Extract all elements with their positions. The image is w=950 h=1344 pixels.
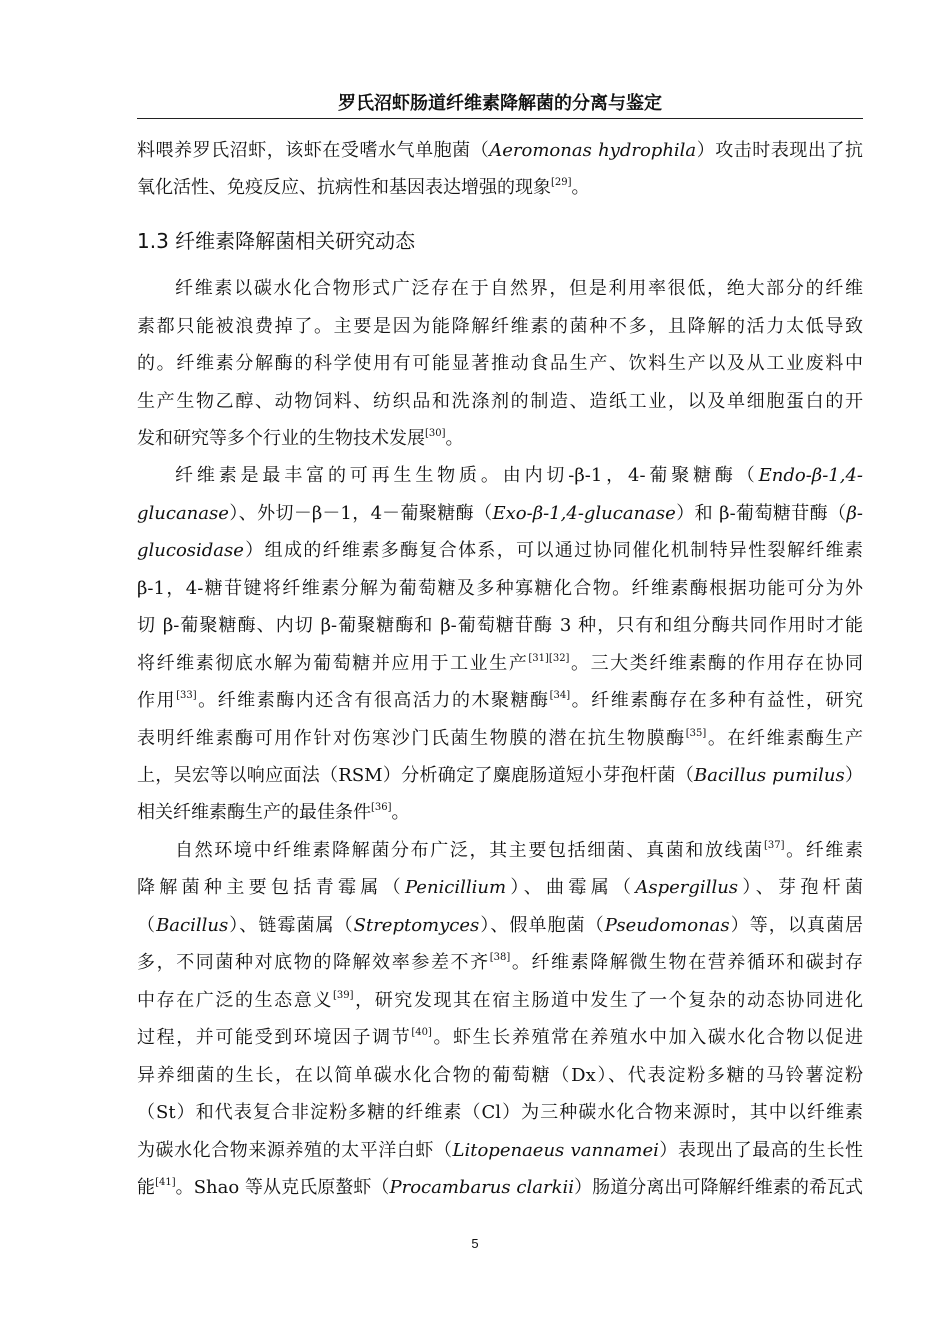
text-line	[137, 315, 863, 339]
text-line	[137, 727, 863, 751]
text-run: 降解菌种主要包括青霉属（	[137, 877, 405, 898]
text-line	[137, 652, 863, 676]
text-run: 中存在广泛的生态意义	[137, 990, 333, 1011]
genus-name: Bacillus	[156, 915, 229, 936]
text-run: 。纤维素降解微生物在营养循环和碳封存	[510, 952, 863, 973]
text-run: 纤维素以碳水化合物形式广泛存在于自然界，但是利用率很低，绝大部分的纤维	[175, 278, 863, 299]
text-run: ）肠道分离出可降解纤维素的希瓦式	[574, 1177, 864, 1198]
section-heading: 1.3 纤维素降解菌相关研究动态	[137, 229, 416, 253]
text-line	[137, 390, 863, 414]
species-name: Procambarus clarkii	[389, 1177, 575, 1198]
text-run: 过程，并可能受到环境因子调节	[137, 1027, 412, 1048]
text-line	[137, 1176, 863, 1200]
text-line	[137, 176, 863, 200]
text-run: ）和 β-葡萄糖苷酶（	[675, 503, 847, 524]
text-run: 素都只能被浪费掉了。主要是因为能降解纤维素的菌种不多，且降解的活力太低导致	[137, 316, 863, 337]
text-run: ）	[844, 765, 864, 786]
text-line	[137, 951, 863, 975]
enzyme-name: Endo-β-1,4-	[758, 465, 863, 486]
text-line	[175, 464, 863, 488]
text-run: 作用	[137, 690, 177, 711]
text-run: 异养细菌的生长，在以简单碳水化合物的葡萄糖（Dx）、代表淀粉多糖的马铃薯淀粉	[137, 1065, 863, 1086]
text-run: 。三大类纤维素酶的作用存在协同	[569, 653, 864, 674]
text-line	[137, 876, 863, 900]
text-run: 上，吴宏等以响应面法（RSM）分析确定了麋鹿肠道短小芽孢杆菌（	[137, 765, 695, 786]
text-run: 。纤维素酶内还含有很高活力的木聚糖酶	[196, 690, 550, 711]
text-run: 为碳水化合物来源养殖的太平洋白虾（	[137, 1140, 453, 1161]
text-line	[137, 989, 863, 1013]
text-run: ）等，以真菌居	[729, 915, 864, 936]
genus-name: Aspergillus	[635, 877, 739, 898]
text-run: 切 β-葡聚糖酶、内切 β-葡聚糖酶和 β-葡萄糖苷酶 3 种，只有和组分酶共同作用时才能	[137, 615, 863, 636]
citation: [40]	[411, 1027, 432, 1038]
text-run: ）表现出了最高的生长性	[658, 1140, 864, 1161]
citation: [31][32]	[528, 653, 570, 664]
species-name: Litopenaeus vannamei	[452, 1140, 659, 1161]
citation: [35]	[685, 728, 707, 739]
text-run: ）、链霉菌属（	[228, 915, 354, 936]
citation: [30]	[425, 428, 446, 439]
header-rule	[137, 118, 863, 119]
text-line	[137, 1064, 863, 1088]
text-run: 多，不同菌种对底物的降解效率参差不齐	[137, 952, 490, 973]
citation: [36]	[371, 802, 392, 813]
enzyme-name: β-	[846, 503, 863, 524]
text-run: 氧化活性、免疫反应、抗病性和基因表达增强的现象	[137, 177, 551, 198]
text-line	[137, 139, 863, 163]
text-line	[137, 502, 863, 526]
citation: [29]	[551, 177, 572, 188]
text-run: ）组成的纤维素多酶复合体系，可以通过协同催化机制特异性裂解纤维素	[243, 540, 863, 561]
citation: [41]	[155, 1177, 176, 1188]
running-header: 罗氏沼虾肠道纤维素降解菌的分离与鉴定	[338, 93, 662, 114]
text-run: 。在纤维素酶生产	[706, 728, 864, 749]
genus-name: Streptomyces	[353, 915, 480, 936]
text-run: ，研究发现其在宿主肠道中发生了一个复杂的动态协同进化	[353, 990, 864, 1011]
text-run: 将纤维素彻底水解为葡萄糖并应用于工业生产	[137, 653, 529, 674]
species-name: Bacillus pumilus	[694, 765, 845, 786]
text-line	[137, 614, 863, 638]
enzyme-name: glucosidase	[137, 540, 244, 561]
citation: [38]	[489, 952, 511, 963]
genus-name: Pseudomonas	[604, 915, 730, 936]
text-run: 。	[391, 802, 410, 823]
text-run: ）、外切－β－1，4－葡聚糖酶（	[228, 503, 493, 524]
text-line	[137, 427, 863, 451]
text-line	[175, 839, 863, 863]
page-number: 5	[471, 1236, 479, 1251]
text-line	[137, 764, 863, 788]
text-line	[137, 539, 863, 563]
text-line	[137, 1101, 863, 1125]
text-line	[137, 352, 863, 376]
citation: [37]	[763, 840, 785, 851]
text-run: 纤维素是最丰富的可再生生物质。由内切-β-1，4-葡聚糖酶（	[175, 465, 759, 486]
text-line	[137, 801, 863, 825]
text-run: （St）和代表复合非淀粉多糖的纤维素（Cl）为三种碳水化合物来源时，其中以纤维素	[137, 1102, 863, 1123]
text-run: ）、芽孢杆菌	[738, 877, 864, 898]
text-run: 表明纤维素酶可用作针对伤寒沙门氏菌生物膜的潜在抗生物膜酶	[137, 728, 686, 749]
text-run: 的。纤维素分解酶的科学使用有可能显著推动食品生产、饮料生产以及从工业废料中	[137, 353, 863, 374]
text-run: 。Shao 等从克氏原螯虾（	[175, 1177, 390, 1198]
text-line	[137, 1139, 863, 1163]
text-run: 。纤维素酶存在多种有益性，研究	[570, 690, 864, 711]
text-run: 。虾生长养殖常在养殖水中加入碳水化合物以促进	[431, 1027, 864, 1048]
text-run: β-1，4-糖苷键将纤维素分解为葡萄糖及多种寡糖化合物。纤维素酶根据功能可分为外	[137, 578, 863, 599]
text-run: 。	[445, 428, 464, 449]
text-run: 生产生物乙醇、动物饲料、纺织品和洗涤剂的制造、造纸工业，以及单细胞蛋白的开	[137, 391, 863, 412]
text-run: ）、曲霉属（	[506, 877, 636, 898]
species-name: Aeromonas hydrophila	[489, 140, 697, 161]
enzyme-name: glucanase	[137, 503, 229, 524]
text-run: 能	[137, 1177, 156, 1198]
text-run: 。	[571, 177, 590, 198]
text-line	[137, 689, 863, 713]
genus-name: Penicillium	[404, 877, 507, 898]
text-run: 发和研究等多个行业的生物技术发展	[137, 428, 425, 449]
text-run: 相关纤维素酶生产的最佳条件	[137, 802, 371, 823]
text-line	[137, 914, 863, 938]
text-run: ）攻击时表现出了抗	[696, 140, 864, 161]
text-run: 自然环境中纤维素降解菌分布广泛，其主要包括细菌、真菌和放线菌	[175, 840, 764, 861]
citation: [34]	[549, 690, 571, 701]
citation: [39]	[332, 990, 354, 1001]
text-line	[175, 277, 863, 301]
enzyme-name: Exo-β-1,4-glucanase	[492, 503, 676, 524]
text-run: 料喂养罗氏沼虾，该虾在受嗜水气单胞菌（	[137, 140, 490, 161]
text-run: 。纤维素	[784, 840, 864, 861]
text-line	[137, 1026, 863, 1050]
citation: [33]	[176, 690, 197, 701]
text-run: （	[137, 915, 157, 936]
text-run: ）、假单胞菌（	[479, 915, 605, 936]
text-line	[137, 577, 863, 601]
